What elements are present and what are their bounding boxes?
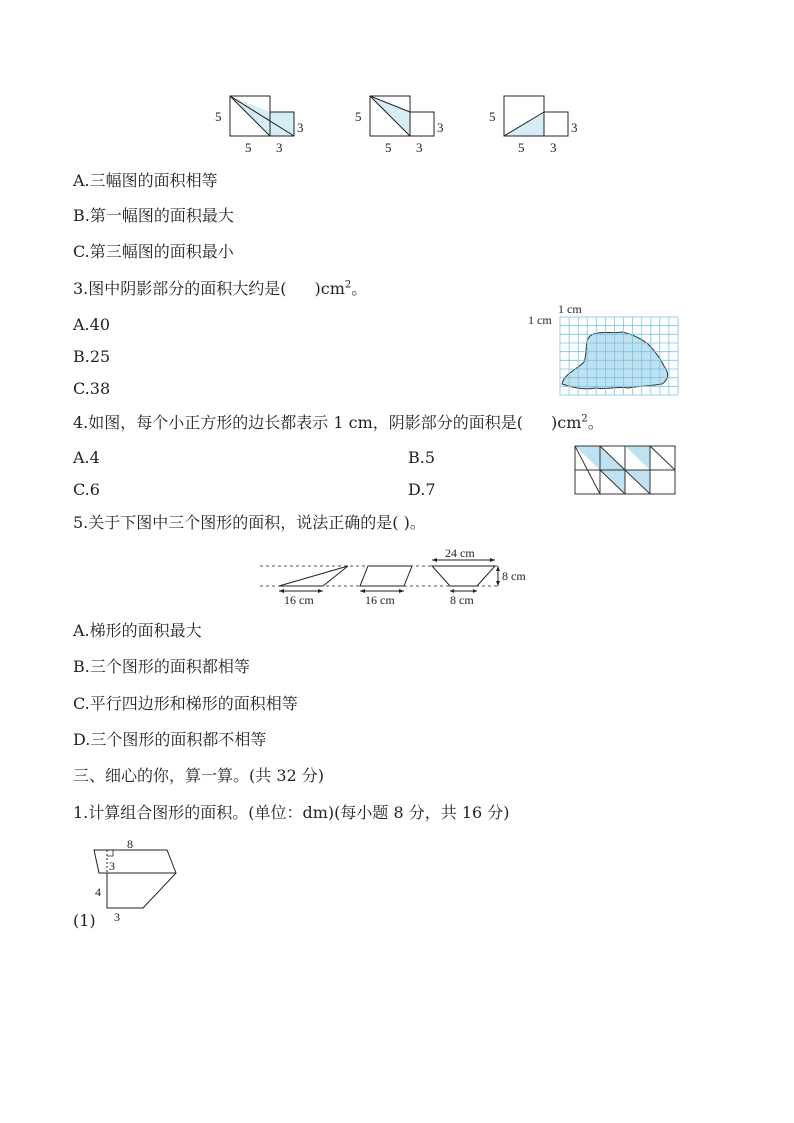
q5-parallelogram [360, 566, 412, 586]
q4-option-b: B.5 [408, 448, 436, 467]
q2-fig3-bottom1-label: 5 [518, 140, 525, 155]
q5-parallelogram-base-label: 16 cm [365, 593, 395, 607]
q2-option-c: C.第三幅图的面积最小 [73, 242, 234, 261]
q2-fig2-bottom1-label: 5 [385, 140, 392, 155]
q3-option-c: C.38 [73, 379, 111, 398]
q2-figures [200, 88, 600, 160]
q3-option-a: A.40 [73, 315, 110, 334]
q3-option-b: B.25 [73, 347, 111, 366]
q2-figure-3 [489, 96, 578, 155]
q3-stem: 3.图中阴影部分的面积大约是( )$cm^2$。 [73, 279, 368, 298]
q4-option-c: C.6 [73, 480, 100, 499]
q4-option-a: A.4 [73, 448, 100, 467]
q2-fig1-left-label: 5 [215, 109, 222, 124]
q2-fig2-left-label: 5 [355, 109, 362, 124]
q5-option-b: B.三个图形的面积都相等 [73, 657, 250, 676]
q3-grid-top-label: 1 cm [558, 302, 582, 316]
q2-fig1-bottom1-label: 5 [245, 140, 252, 155]
q2-fig3-right-label: 3 [571, 120, 578, 135]
section3-fig-top-label: 8 [127, 838, 133, 851]
section3-composite-figure [85, 838, 195, 928]
q2-fig3-left-label: 5 [489, 109, 496, 124]
section3-q1: 1.计算组合图形的面积。(单位：dm)(每小题 8 分，共 16 分) [73, 803, 510, 822]
q2-fig3-bottom2-label: 3 [550, 140, 557, 155]
q5-triangle-base-label: 16 cm [284, 593, 314, 607]
q2-figure-1 [215, 96, 304, 155]
q5-trapezoid [432, 566, 495, 586]
section3-fig-left-label: 4 [95, 885, 101, 899]
q2-fig1-bottom2-label: 3 [276, 140, 283, 155]
q5-stem: 5.关于下图中三个图形的面积，说法正确的是( )。 [73, 513, 426, 532]
q2-fig2-right-label: 3 [437, 120, 444, 135]
q5-figures [255, 544, 545, 610]
q2-option-a: A.三幅图的面积相等 [73, 171, 218, 190]
section3-fig-bottom-label: 3 [114, 910, 120, 924]
q4-stem: 4.如图，每个小正方形的边长都表示 1 cm，阴影部分的面积是( )$cm^2$。 [73, 413, 604, 432]
q5-triangle [279, 566, 348, 586]
q5-trapezoid-bottom-label: 8 cm [450, 593, 474, 607]
q5-option-a: A.梯形的面积最大 [73, 621, 202, 640]
q2-figure-2 [355, 96, 444, 155]
q2-fig1-right-label: 3 [297, 120, 304, 135]
q5-option-d: D.三个图形的面积都不相等 [73, 730, 267, 749]
q5-trapezoid-top-label: 24 cm [445, 546, 475, 560]
q3-grid-figure [524, 300, 684, 400]
q5-height-label: 8 cm [502, 569, 526, 583]
q4-grid-figure [570, 440, 680, 500]
q4-option-d: D.7 [408, 480, 436, 499]
q3-grid-left-label: 1 cm [528, 313, 552, 327]
section3-title: 三、细心的你，算一算。(共 32 分) [73, 766, 325, 785]
section3-fig-inner-label: 3 [109, 859, 115, 873]
q2-fig2-bottom2-label: 3 [416, 140, 423, 155]
q2-option-b: B.第一幅图的面积最大 [73, 206, 234, 225]
section3-sub1: (1) [73, 911, 96, 930]
q5-option-c: C.平行四边形和梯形的面积相等 [73, 694, 298, 713]
